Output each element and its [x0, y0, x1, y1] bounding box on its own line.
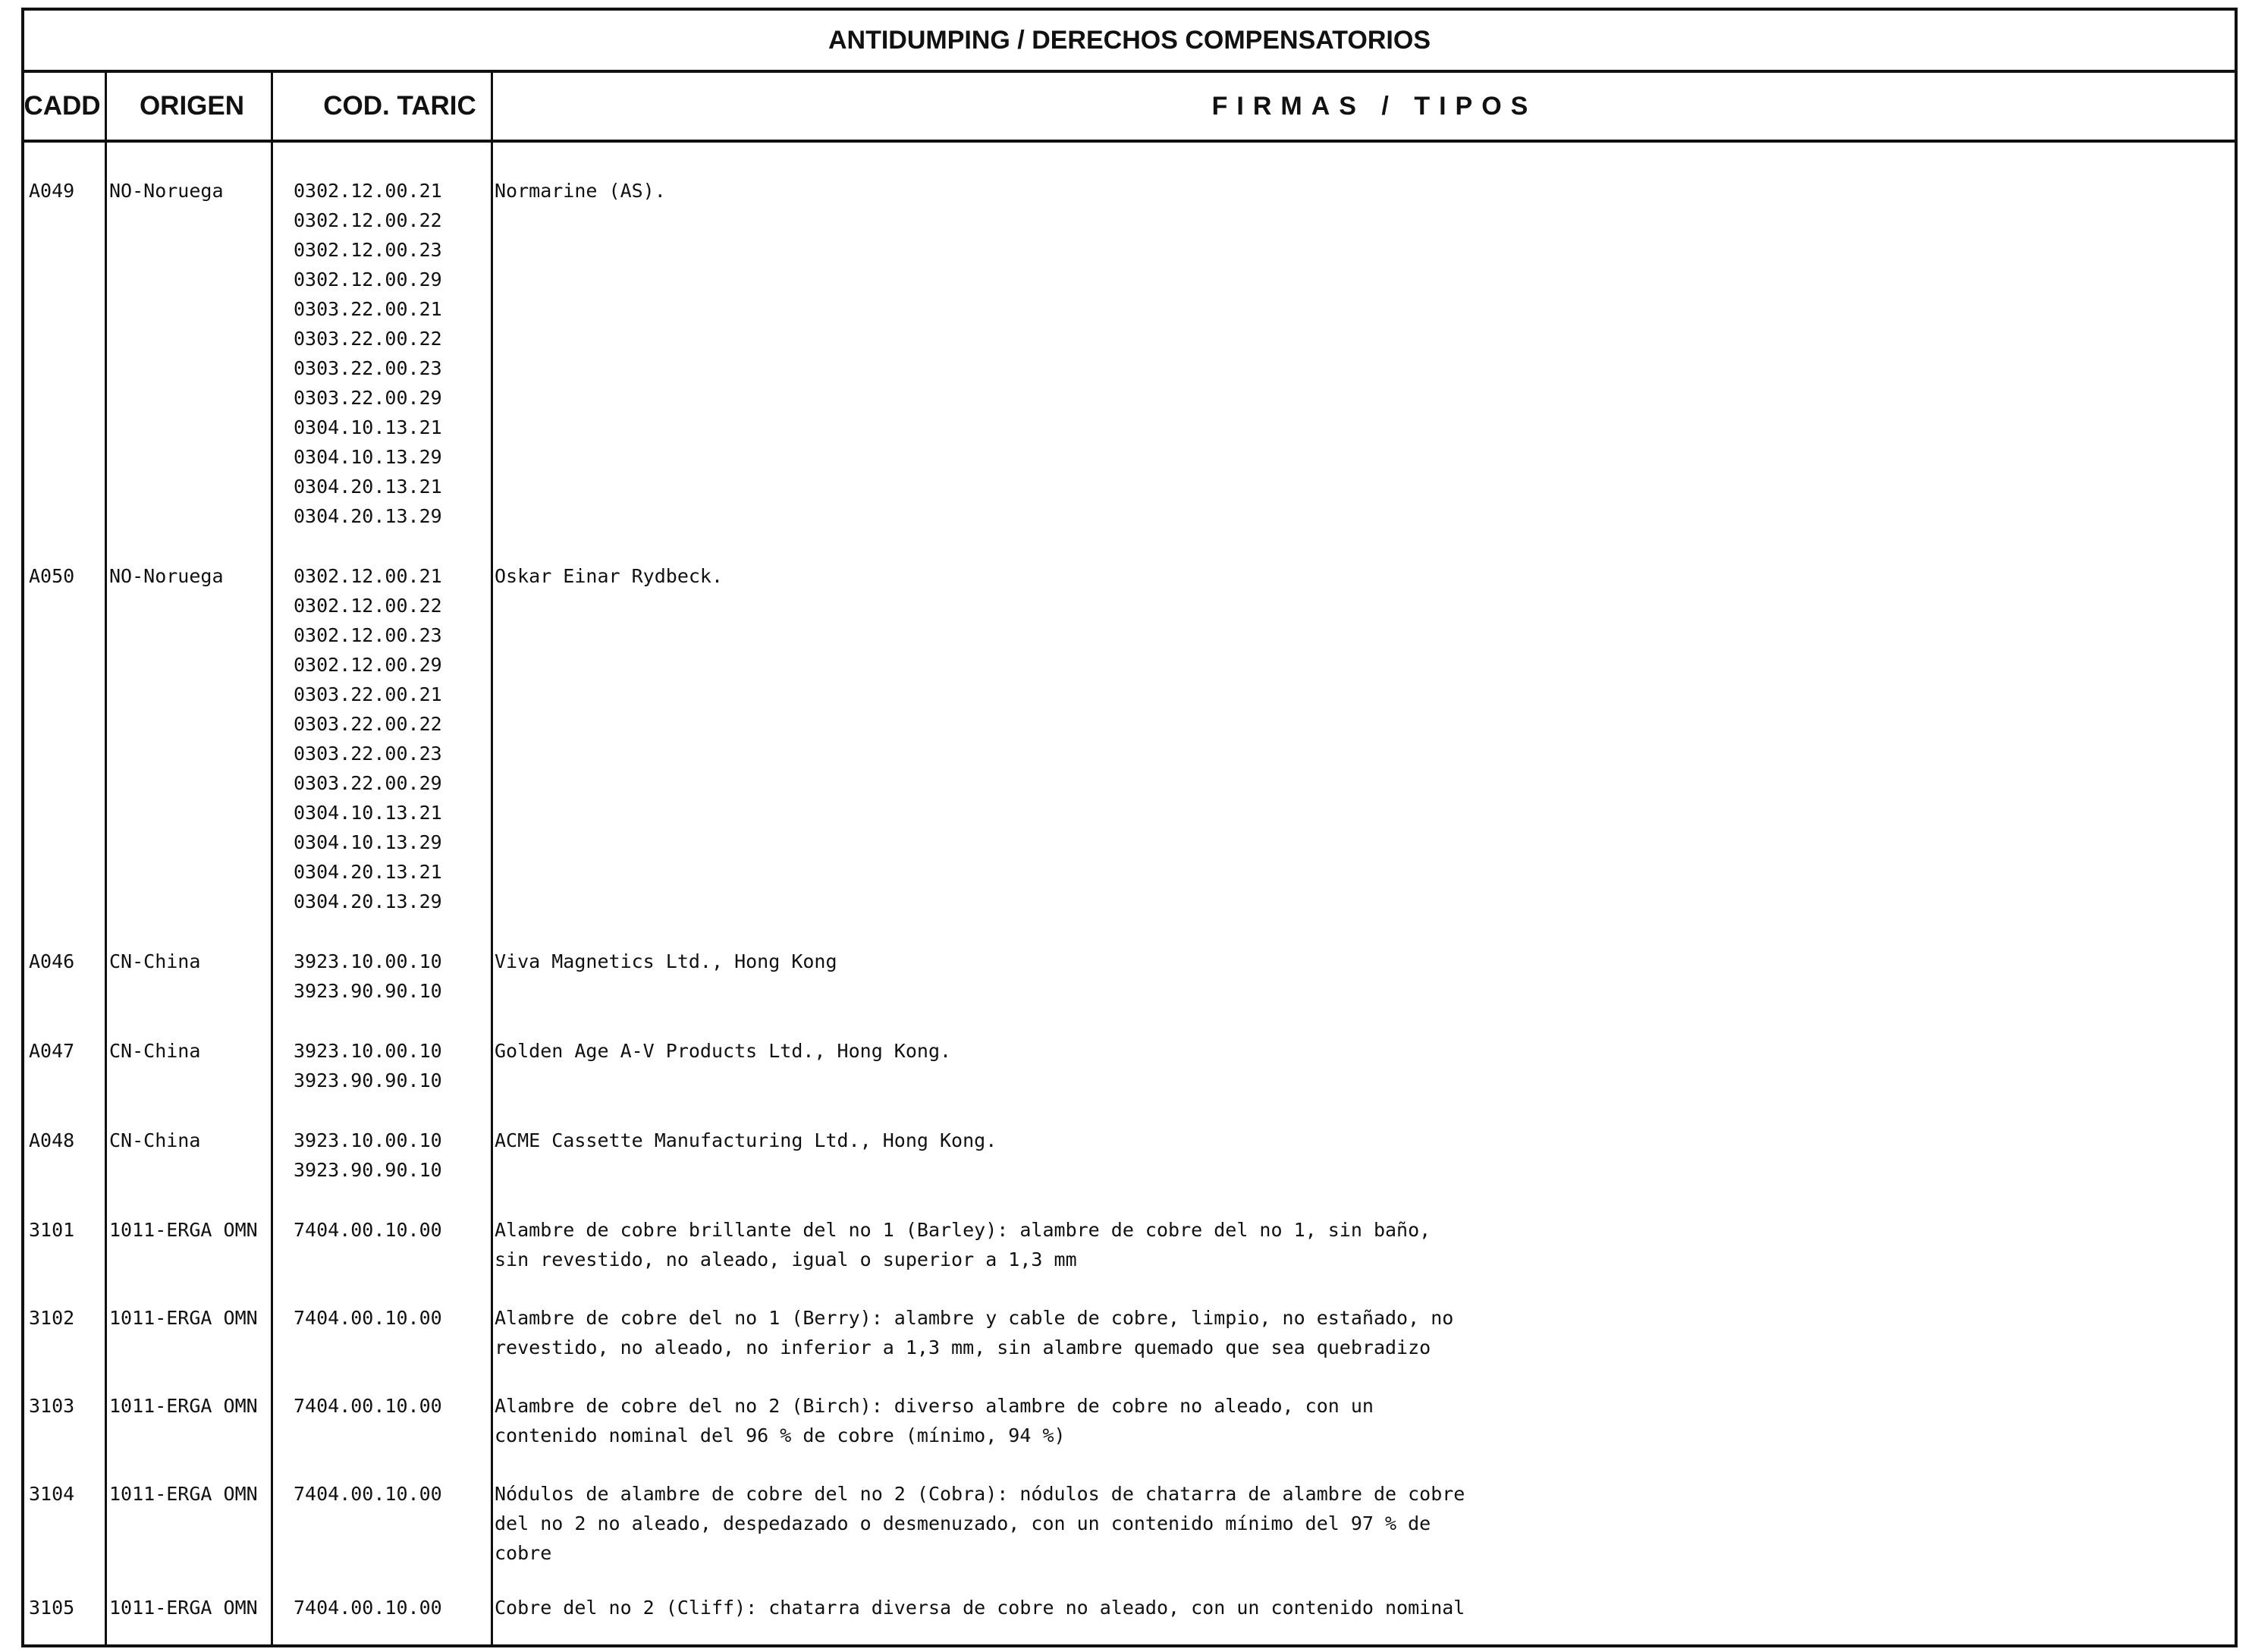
taric-code: 0304.10.13.21	[294, 416, 442, 438]
firma-cell	[495, 1593, 2201, 1622]
taric-code: 0304.10.13.29	[294, 831, 442, 853]
taric-code: 0303.22.00.22	[294, 713, 442, 735]
taric-code: 0302.12.00.29	[294, 654, 442, 676]
taric-cell	[294, 1126, 476, 1185]
firma-line: contenido nominal del 96 % de cobre (mínimo, 94 %)	[495, 1424, 1066, 1446]
taric-code: 0302.12.00.22	[294, 209, 442, 231]
taric-code: 0303.22.00.23	[294, 743, 442, 765]
firma-line: Normarine (AS).	[495, 180, 666, 202]
taric-code: 7404.00.10.00	[294, 1307, 442, 1329]
cadd-cell: 3105	[29, 1597, 75, 1619]
header-firmas: FIRMAS / TIPOS	[1211, 91, 1537, 121]
taric-code: 0304.10.13.21	[294, 802, 442, 824]
taric-code: 3923.90.90.10	[294, 980, 442, 1002]
taric-code: 0303.22.00.29	[294, 387, 442, 409]
cadd-cell: A049	[29, 180, 75, 202]
firma-line: Oskar Einar Rydbeck.	[495, 565, 724, 587]
cadd-cell: 3103	[29, 1395, 75, 1417]
taric-cell	[294, 1479, 476, 1509]
origen-cell: CN-China	[109, 1040, 201, 1062]
taric-cell	[294, 1036, 476, 1095]
taric-code: 3923.10.00.10	[294, 1040, 442, 1062]
firma-cell	[495, 1215, 2201, 1274]
header-origen: ORIGEN	[139, 91, 245, 121]
taric-code: 7404.00.10.00	[294, 1597, 442, 1619]
origen-cell: 1011-ERGA OMN	[109, 1395, 258, 1417]
origen-cell: 1011-ERGA OMN	[109, 1219, 258, 1241]
firma-line: Alambre de cobre del no 1 (Berry): alambre y cable de cobre, limpio, no estañado, no	[495, 1307, 1454, 1329]
taric-cell	[294, 176, 476, 531]
origen-cell: 1011-ERGA OMN	[109, 1483, 258, 1505]
taric-code: 0303.22.00.23	[294, 357, 442, 379]
taric-cell	[294, 947, 476, 1006]
cadd-cell: 3101	[29, 1219, 75, 1241]
firma-line: ACME Cassette Manufacturing Ltd., Hong Kong.	[495, 1129, 997, 1151]
firma-line: revestido, no aleado, no inferior a 1,3 mm, sin alambre quemado que sea quebradizo	[495, 1336, 1431, 1358]
cadd-cell: A047	[29, 1040, 75, 1062]
header-cadd: CADD	[24, 91, 101, 121]
taric-code: 0303.22.00.29	[294, 772, 442, 794]
taric-code: 0302.12.00.29	[294, 269, 442, 291]
firma-line: del no 2 no aleado, despedazado o desmenuzado, con un contenido mínimo del 97 % de	[495, 1512, 1431, 1534]
firma-line: cobre	[495, 1542, 552, 1564]
origen-cell: 1011-ERGA OMN	[109, 1307, 258, 1329]
origen-cell: CN-China	[109, 950, 201, 972]
firma-line: Alambre de cobre brillante del no 1 (Barley): alambre de cobre del no 1, sin baño,	[495, 1219, 1431, 1241]
taric-code: 0303.22.00.22	[294, 328, 442, 350]
taric-code: 3923.90.90.10	[294, 1069, 442, 1091]
firma-line: Nódulos de alambre de cobre del no 2 (Cobra): nódulos de chatarra de alambre de cobre	[495, 1483, 1465, 1505]
firma-line: Viva Magnetics Ltd., Hong Kong	[495, 950, 837, 972]
taric-code: 7404.00.10.00	[294, 1219, 442, 1241]
firma-cell	[495, 1479, 2201, 1568]
firma-line: Cobre del no 2 (Cliff): chatarra diversa de cobre no aleado, con un contenido nominal	[495, 1597, 1465, 1619]
origen-cell: NO-Noruega	[109, 180, 224, 202]
taric-cell	[294, 1391, 476, 1421]
firma-line: Alambre de cobre del no 2 (Birch): diverso alambre de cobre no aleado, con un	[495, 1395, 1374, 1417]
table-header	[24, 73, 2235, 143]
taric-code: 3923.10.00.10	[294, 1129, 442, 1151]
taric-cell	[294, 1215, 476, 1245]
taric-code: 7404.00.10.00	[294, 1483, 442, 1505]
cadd-cell: A048	[29, 1129, 75, 1151]
taric-code: 0304.20.13.21	[294, 476, 442, 498]
taric-code: 0304.20.13.29	[294, 505, 442, 527]
page-title: ANTIDUMPING / DERECHOS COMPENSATORIOS	[24, 11, 2235, 73]
taric-code: 3923.10.00.10	[294, 950, 442, 972]
header-taric: COD. TARIC	[323, 91, 476, 121]
cadd-cell: 3104	[29, 1483, 75, 1505]
firma-cell	[495, 947, 2201, 976]
cadd-cell: 3102	[29, 1307, 75, 1329]
taric-cell	[294, 1303, 476, 1333]
taric-code: 0302.12.00.22	[294, 595, 442, 617]
document-sheet	[21, 8, 2238, 1647]
taric-code: 0302.12.00.21	[294, 180, 442, 202]
firma-cell	[495, 176, 2201, 206]
firma-cell	[495, 1391, 2201, 1450]
firma-line: sin revestido, no aleado, igual o superior a 1,3 mm	[495, 1248, 1077, 1270]
taric-code: 0304.20.13.21	[294, 861, 442, 883]
taric-code: 0302.12.00.23	[294, 624, 442, 646]
firma-line: Golden Age A-V Products Ltd., Hong Kong.	[495, 1040, 952, 1062]
cadd-cell: A050	[29, 565, 75, 587]
taric-code: 7404.00.10.00	[294, 1395, 442, 1417]
cadd-cell: A046	[29, 950, 75, 972]
taric-code: 0303.22.00.21	[294, 683, 442, 705]
firma-cell	[495, 561, 2201, 591]
taric-code: 0304.20.13.29	[294, 890, 442, 912]
firma-cell	[495, 1126, 2201, 1155]
taric-code: 3923.90.90.10	[294, 1159, 442, 1181]
taric-cell	[294, 561, 476, 916]
table-body	[24, 143, 2235, 1644]
taric-cell	[294, 1593, 476, 1622]
origen-cell: 1011-ERGA OMN	[109, 1597, 258, 1619]
taric-code: 0303.22.00.21	[294, 298, 442, 320]
taric-code: 0302.12.00.21	[294, 565, 442, 587]
origen-cell: NO-Noruega	[109, 565, 224, 587]
taric-code: 0304.10.13.29	[294, 446, 442, 468]
taric-code: 0302.12.00.23	[294, 239, 442, 261]
firma-cell	[495, 1303, 2201, 1362]
origen-cell: CN-China	[109, 1129, 201, 1151]
firma-cell	[495, 1036, 2201, 1066]
